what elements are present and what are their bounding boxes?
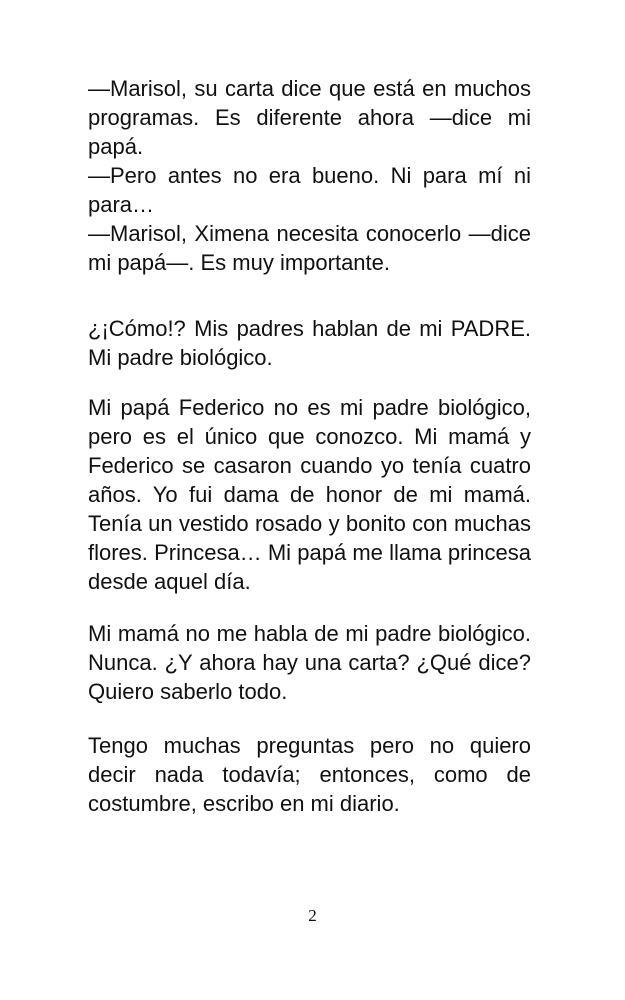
paragraph-line: Quiero saberlo todo. [88, 679, 288, 704]
paragraph-line: Mi padre biológico. [88, 345, 273, 370]
paragraph-line: pero es el único que conozco. Mi mamá y [88, 424, 531, 449]
paragraph-line: costumbre, escribo en mi diario. [88, 791, 400, 816]
paragraph-line: ¿¡Cómo!? Mis padres hablan de mi PADRE. [88, 316, 531, 341]
paragraph-2 [88, 314, 531, 372]
paragraph-line: Mi mamá no me habla de mi padre biológico. [88, 621, 531, 646]
dialogue-line: papá. [88, 134, 144, 159]
paragraph-line: años. Yo fui dama de honor de mi mamá. [88, 482, 531, 507]
paragraph-line: decir nada todavía; entonces, como de [88, 762, 531, 787]
dialogue-line: —Pero antes no era bueno. Ni para mí ni [88, 163, 531, 188]
paragraph-4 [88, 619, 531, 706]
paragraph-line: desde aquel día. [88, 569, 251, 594]
paragraph-line: flores. Princesa… Mi papá me llama princesa [88, 540, 531, 565]
paragraph-5 [88, 731, 531, 818]
paragraph-3 [88, 393, 531, 596]
paragraph-line: Tengo muchas preguntas pero no quiero [88, 733, 531, 758]
page-number: 2 [308, 906, 317, 925]
dialogue-line: —Marisol, su carta dice que está en muchos [88, 76, 531, 101]
dialogue-line: —Marisol, Ximena necesita conocerlo —dice [88, 221, 531, 246]
dialogue-line: mi papá—. Es muy importante. [88, 250, 391, 275]
paragraph-line: Nunca. ¿Y ahora hay una carta? ¿Qué dice? [88, 650, 531, 675]
paragraph-line: Federico se casaron cuando yo tenía cuatro [88, 453, 531, 478]
paragraph-line: Mi papá Federico no es mi padre biológico, [88, 395, 531, 420]
dialogue-line: para… [88, 192, 155, 217]
paragraph-line: Tenía un vestido rosado y bonito con muchas [88, 511, 531, 536]
dialogue-block [88, 74, 531, 277]
dialogue-line: programas. Es diferente ahora —dice mi [88, 105, 531, 130]
